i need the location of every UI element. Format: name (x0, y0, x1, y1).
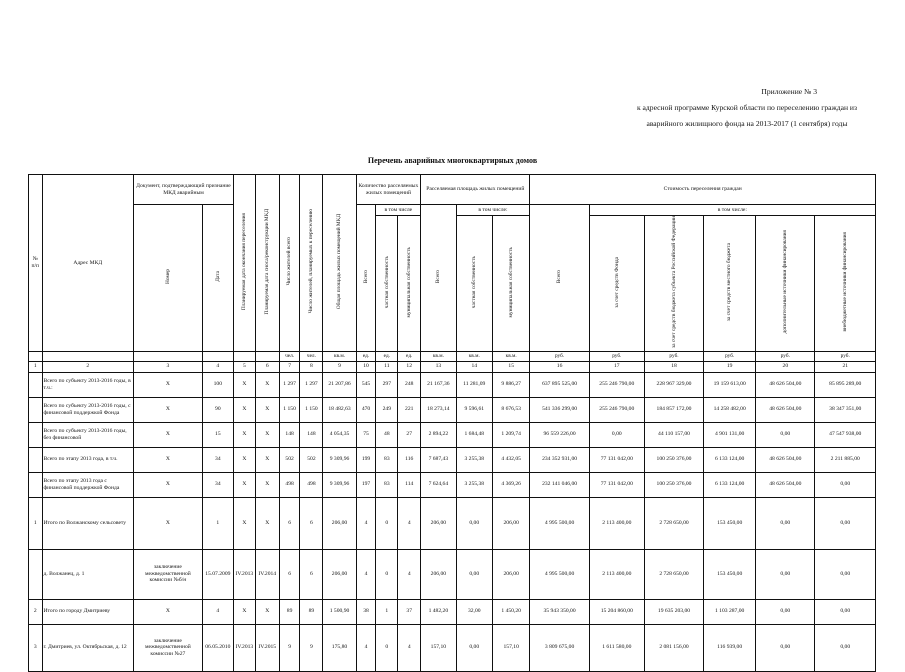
table-row (29, 497, 876, 549)
table-cell: 75 (356, 422, 376, 447)
table-cell: 228 967 329,00 (644, 372, 703, 397)
unit-cell: руб. (530, 351, 589, 361)
table-cell: 34 (202, 447, 233, 472)
table-cell: 4 995 500,00 (530, 549, 589, 599)
table-cell: 1 (202, 497, 233, 549)
col-cost-including: в том числе: (589, 205, 875, 216)
table-cell: 3 (29, 624, 43, 671)
table-cell: 14 258 482,00 (704, 397, 756, 422)
table-cell: 90 (202, 397, 233, 422)
unit-cell: чел. (300, 351, 323, 361)
table-cell: IV.2013 (233, 624, 255, 671)
table-cell: 89 (300, 599, 323, 624)
table-cell: 9 (279, 624, 300, 671)
table-cell: Всего по субъекту 2013-2016 годы, без финансовой (42, 422, 134, 447)
col-total-area: Общая площадь жилых помещений МКД (323, 175, 356, 352)
table-cell: 0,00 (756, 497, 815, 549)
table-cell: 0,00 (589, 422, 644, 447)
table-cell: 2 (29, 599, 43, 624)
table-cell: 4 901 131,00 (704, 422, 756, 447)
table-cell: X (233, 397, 255, 422)
table-cell: 1 684,48 (456, 422, 492, 447)
table-cell: 0,00 (456, 624, 492, 671)
table-cell: 545 (356, 372, 376, 397)
col-planned-demolition: Планируемая дата сноса/реконструкции МКД (255, 175, 279, 352)
table-cell: 2 728 650,00 (644, 497, 703, 549)
table-cell: 100 250 376,00 (644, 472, 703, 497)
table-cell (29, 472, 43, 497)
column-number-cell: 20 (756, 361, 815, 372)
table-cell: 3 809 675,00 (530, 624, 589, 671)
table-cell: 9 309,96 (323, 447, 356, 472)
appendix-header (637, 86, 857, 129)
table-cell: 1 611 580,00 (589, 624, 644, 671)
table-cell: 206,00 (421, 549, 456, 599)
column-number-cell: 15 (492, 361, 529, 372)
unit-cell: ед. (356, 351, 376, 361)
table-cell: 6 (300, 497, 323, 549)
column-number-cell: 3 (134, 361, 203, 372)
table-cell: 637 895 525,00 (530, 372, 589, 397)
col-residents-total: Число жителей всего (279, 175, 300, 352)
table-row (29, 397, 876, 422)
table-cell: 175,80 (323, 624, 356, 671)
table-cell: 4 054,35 (323, 422, 356, 447)
table-cell: 34 (202, 472, 233, 497)
document-title: Перечень аварийных многоквартирных домов (367, 156, 538, 165)
table-cell: X (255, 397, 279, 422)
table-cell: 1 150 (279, 397, 300, 422)
unit-cell: руб. (589, 351, 644, 361)
col-address: Адрес МКД (42, 175, 134, 352)
table-cell: 4 432,05 (492, 447, 529, 472)
table-cell: 100 (202, 372, 233, 397)
table-cell: 0,00 (815, 624, 876, 671)
table-cell: 255 246 790,00 (589, 372, 644, 397)
table-cell: 48 626 504,00 (756, 447, 815, 472)
col-num: № п/п (29, 175, 43, 352)
table-cell: 0 (376, 549, 398, 599)
table-cell: 502 (279, 447, 300, 472)
table-cell: 2 211 885,00 (815, 447, 876, 472)
table-cell: 21 207,86 (323, 372, 356, 397)
column-number-cell: 1 (29, 361, 43, 372)
table-cell: Итого по Волжанскому сельсовету (42, 497, 134, 549)
col-area-municipal: муниципальная собственность (492, 216, 529, 352)
col-cost-local: за счет средств местного бюджета (704, 216, 756, 352)
col-cost-regional: за счет средств бюджета субъекта Российской Федерации (644, 216, 703, 352)
column-number-cell: 14 (456, 361, 492, 372)
table-cell: 2 113 400,00 (589, 549, 644, 599)
table-cell: 0,00 (456, 497, 492, 549)
table-cell: X (134, 397, 203, 422)
col-planned-resettlement: Планируемая дата окончания переселения (233, 175, 255, 352)
table-cell: X (233, 497, 255, 549)
units-row (29, 351, 876, 361)
table-cell: 18 482,63 (323, 397, 356, 422)
col-doc-date: Дата (202, 205, 233, 352)
column-number-cell: 19 (704, 361, 756, 372)
table-cell: 6 133 124,00 (704, 472, 756, 497)
table-cell: 153 450,00 (704, 549, 756, 599)
table-cell: 206,00 (421, 497, 456, 549)
unit-cell: руб. (644, 351, 703, 361)
table-cell: 206,00 (492, 549, 529, 599)
table-row (29, 472, 876, 497)
table-cell: заключение межведомственной комиссии №27 (134, 624, 203, 671)
col-cost-total: Всего (530, 205, 589, 352)
table-row (29, 549, 876, 599)
table-cell: X (233, 472, 255, 497)
table-cell: 7 687,43 (421, 447, 456, 472)
table-cell: 2 081 156,00 (644, 624, 703, 671)
table-row (29, 624, 876, 671)
table-cell: 2 113 400,00 (589, 497, 644, 549)
table-cell: 498 (279, 472, 300, 497)
column-number-cell: 12 (398, 361, 421, 372)
column-number-cell: 2 (42, 361, 134, 372)
table-cell: 2 894,22 (421, 422, 456, 447)
appendix-line-2: к адресной программе Курской области по переселению граждан из (636, 103, 857, 112)
table-cell: 35 943 350,00 (530, 599, 589, 624)
table-cell: 15 204 860,00 (589, 599, 644, 624)
table-cell: 4 (356, 497, 376, 549)
table-cell: X (255, 447, 279, 472)
column-number-cell: 5 (233, 361, 255, 372)
column-number-cell: 13 (421, 361, 456, 372)
table-cell: 1 500,90 (323, 599, 356, 624)
col-cost-group: Стоимость переселения граждан (530, 175, 876, 205)
table-cell: 9 (300, 624, 323, 671)
column-number-cell: 9 (323, 361, 356, 372)
table-cell: 7 624,64 (421, 472, 456, 497)
table-cell: 4 (398, 497, 421, 549)
unit-cell: кв.м. (492, 351, 529, 361)
table-cell: 100 250 376,00 (644, 447, 703, 472)
table-cell: 47 547 938,00 (815, 422, 876, 447)
table-cell: 1 (29, 497, 43, 549)
table-cell: 541 336 299,00 (530, 397, 589, 422)
column-number-cell: 18 (644, 361, 703, 372)
table-cell: X (255, 422, 279, 447)
column-number-cell: 7 (279, 361, 300, 372)
unit-cell: руб. (756, 351, 815, 361)
table-cell: 0,00 (815, 599, 876, 624)
col-rooms-including: в том числе (376, 205, 421, 216)
table-cell: Всего по субъекту 2013-2016 годы, в т.ч.: (42, 372, 134, 397)
table-cell: 157,10 (492, 624, 529, 671)
table-cell: 0 (376, 497, 398, 549)
unit-cell: руб. (704, 351, 756, 361)
table-cell: 1 482,20 (421, 599, 456, 624)
col-area-total: Всего (421, 205, 456, 352)
column-number-cell: 17 (589, 361, 644, 372)
table-cell: 9 596,61 (456, 397, 492, 422)
table-cell (29, 372, 43, 397)
col-rooms-group: Количество расселяемых жилых помещений (356, 175, 421, 205)
table-cell: 89 (279, 599, 300, 624)
table-cell: 157,10 (421, 624, 456, 671)
table-cell: 248 (398, 372, 421, 397)
column-number-cell: 6 (255, 361, 279, 372)
table-cell: 234 352 931,00 (530, 447, 589, 472)
table-cell: 9 309,96 (323, 472, 356, 497)
col-rooms-total: Всего (356, 205, 376, 352)
table-cell: 77 131 042,00 (589, 447, 644, 472)
table-cell: 77 131 042,00 (589, 472, 644, 497)
column-number-cell: 8 (300, 361, 323, 372)
col-residents-planned: Число жителей, планируемых к переселению (300, 175, 323, 352)
table-cell: Итого по городу Дмитриеву (42, 599, 134, 624)
col-doc-group: Документ, подтверждающий признание МКД аварийным (134, 175, 234, 205)
emergency-buildings-table (28, 174, 876, 672)
table-row (29, 447, 876, 472)
table-cell: 148 (279, 422, 300, 447)
table-cell: 1 297 (300, 372, 323, 397)
table-cell: IV.2015 (255, 624, 279, 671)
table-cell: 4 369,26 (492, 472, 529, 497)
table-cell: 19 635 203,00 (644, 599, 703, 624)
table-cell: 11 281,09 (456, 372, 492, 397)
unit-cell: ед. (398, 351, 421, 361)
table-cell: X (134, 422, 203, 447)
unit-cell: ед. (376, 351, 398, 361)
table-cell: 206,00 (492, 497, 529, 549)
col-area-private: частная собственность (456, 216, 492, 352)
table-cell: X (134, 472, 203, 497)
table-cell: 221 (398, 397, 421, 422)
table-cell: IV.2014 (255, 549, 279, 599)
table-cell: 4 (398, 624, 421, 671)
table-cell: 6 133 124,00 (704, 447, 756, 472)
table-cell: X (233, 599, 255, 624)
table-cell: Всего по этапу 2013 года с финансовой поддержкой Фонда (42, 472, 134, 497)
col-rooms-municipal: муниципальная собственность (398, 216, 421, 352)
table-cell: 48 626 504,00 (756, 397, 815, 422)
table-cell: 206,00 (323, 549, 356, 599)
table-cell: 1 297 (279, 372, 300, 397)
table-cell: 184 857 172,00 (644, 397, 703, 422)
table-cell: 4 (356, 549, 376, 599)
table-cell: 6 (300, 549, 323, 599)
table-cell: 38 347 351,00 (815, 397, 876, 422)
table-cell: 9 886,27 (492, 372, 529, 397)
table-cell: 1 150 (300, 397, 323, 422)
table-cell: 2 728 650,00 (644, 549, 703, 599)
table-cell: X (255, 497, 279, 549)
table-cell: 502 (300, 447, 323, 472)
column-number-cell: 21 (815, 361, 876, 372)
table-cell: 116 (398, 447, 421, 472)
table-cell: 8 676,53 (492, 397, 529, 422)
table-cell: 38 (356, 599, 376, 624)
col-cost-additional: дополнительные источники финансирования (756, 216, 815, 352)
unit-cell: кв.м. (323, 351, 356, 361)
col-doc-number: Номер (134, 205, 203, 352)
table-cell: 1 450,20 (492, 599, 529, 624)
table-cell: 21 167,36 (421, 372, 456, 397)
table-cell: 116 939,00 (704, 624, 756, 671)
table-cell (29, 422, 43, 447)
table-cell: 48 (376, 422, 398, 447)
table-cell (29, 549, 43, 599)
unit-cell: чел. (279, 351, 300, 361)
table-cell: 0,00 (815, 497, 876, 549)
table-cell: 6 (279, 497, 300, 549)
table-cell: IV.2013 (233, 549, 255, 599)
table-cell: 153 450,00 (704, 497, 756, 549)
table-cell: 83 (376, 472, 398, 497)
col-cost-required: внебюджетные источники финансирования (815, 216, 876, 352)
table-cell: 206,00 (323, 497, 356, 549)
col-cost-fund: за счет средств Фонда (589, 216, 644, 352)
table-cell: X (134, 599, 203, 624)
column-number-cell: 10 (356, 361, 376, 372)
table-cell: 37 (398, 599, 421, 624)
table-cell: Всего по этапу 2013 года, в т.ч. (42, 447, 134, 472)
table-cell: 18 273,14 (421, 397, 456, 422)
appendix-line-3: аварийного жилищного фонда на 2013-2017 (1 сентября) годы (646, 119, 848, 128)
table-cell: 0,00 (456, 549, 492, 599)
table-cell: 148 (300, 422, 323, 447)
table-cell: X (134, 372, 203, 397)
table-cell: 197 (356, 472, 376, 497)
col-area-group: Расселяемая площадь жилых помещений (421, 175, 530, 205)
table-cell: 27 (398, 422, 421, 447)
table-cell: 44 110 157,00 (644, 422, 703, 447)
col-rooms-private: частная собственность (376, 216, 398, 352)
table-cell: 4 (356, 624, 376, 671)
table-cell: X (134, 447, 203, 472)
table-cell: 1 209,74 (492, 422, 529, 447)
table-cell: 32,00 (456, 599, 492, 624)
table-cell: 249 (376, 397, 398, 422)
table-cell: 4 (398, 549, 421, 599)
table-cell: 3 255,38 (456, 472, 492, 497)
table-cell: 0,00 (815, 549, 876, 599)
table-cell: 470 (356, 397, 376, 422)
table-cell: 83 (376, 447, 398, 472)
table-cell: 6 (279, 549, 300, 599)
table-cell: 48 626 504,00 (756, 372, 815, 397)
table-cell (29, 397, 43, 422)
column-number-cell: 4 (202, 361, 233, 372)
table-row (29, 372, 876, 397)
table-cell: 85 895 289,00 (815, 372, 876, 397)
table-cell: 96 559 226,00 (530, 422, 589, 447)
table-cell: 0,00 (756, 422, 815, 447)
appendix-number: Приложение № 3 (761, 87, 817, 96)
table-cell: 232 141 046,00 (530, 472, 589, 497)
unit-cell: кв.м. (456, 351, 492, 361)
table-row (29, 422, 876, 447)
table-cell: 48 626 504,00 (756, 472, 815, 497)
table-cell: 19 159 613,00 (704, 372, 756, 397)
table-cell: 4 995 500,00 (530, 497, 589, 549)
table-cell: 1 (376, 599, 398, 624)
table-cell: г. Дмитриев, ул. Октябрьская, д. 12 (42, 624, 134, 671)
table-cell: 06.05.2010 (202, 624, 233, 671)
column-number-cell: 11 (376, 361, 398, 372)
column-number-row (29, 361, 876, 372)
table-cell: 3 255,38 (456, 447, 492, 472)
table-cell: X (255, 372, 279, 397)
table-cell: X (233, 447, 255, 472)
table-cell: 0 (376, 624, 398, 671)
table-cell: Всего по субъекту 2013-2016 годы, с финансовой поддержкой Фонда (42, 397, 134, 422)
table-cell: 498 (300, 472, 323, 497)
table-cell: X (255, 472, 279, 497)
table-cell: 4 (202, 599, 233, 624)
table-cell: 15.07.2009 (202, 549, 233, 599)
table-cell: X (233, 422, 255, 447)
table-cell: заключение межведомственной комиссии №б/н (134, 549, 203, 599)
table-cell: д. Волжанец, д. 1 (42, 549, 134, 599)
table-cell: 0,00 (756, 549, 815, 599)
unit-cell: руб. (815, 351, 876, 361)
column-number-cell: 16 (530, 361, 589, 372)
table-cell: X (233, 372, 255, 397)
table-row (29, 599, 876, 624)
table-cell: X (134, 497, 203, 549)
table-cell: 15 (202, 422, 233, 447)
col-area-including: в том числе: (456, 205, 530, 216)
table-cell: 1 103 287,00 (704, 599, 756, 624)
table-cell: 199 (356, 447, 376, 472)
table-cell: X (255, 599, 279, 624)
table-cell: 297 (376, 372, 398, 397)
table-cell: 0,00 (756, 599, 815, 624)
unit-cell: кв.м. (421, 351, 456, 361)
table-cell: 0,00 (815, 472, 876, 497)
table-cell: 114 (398, 472, 421, 497)
table-cell (29, 447, 43, 472)
table-cell: 0,00 (756, 624, 815, 671)
table-cell: 255 246 790,00 (589, 397, 644, 422)
